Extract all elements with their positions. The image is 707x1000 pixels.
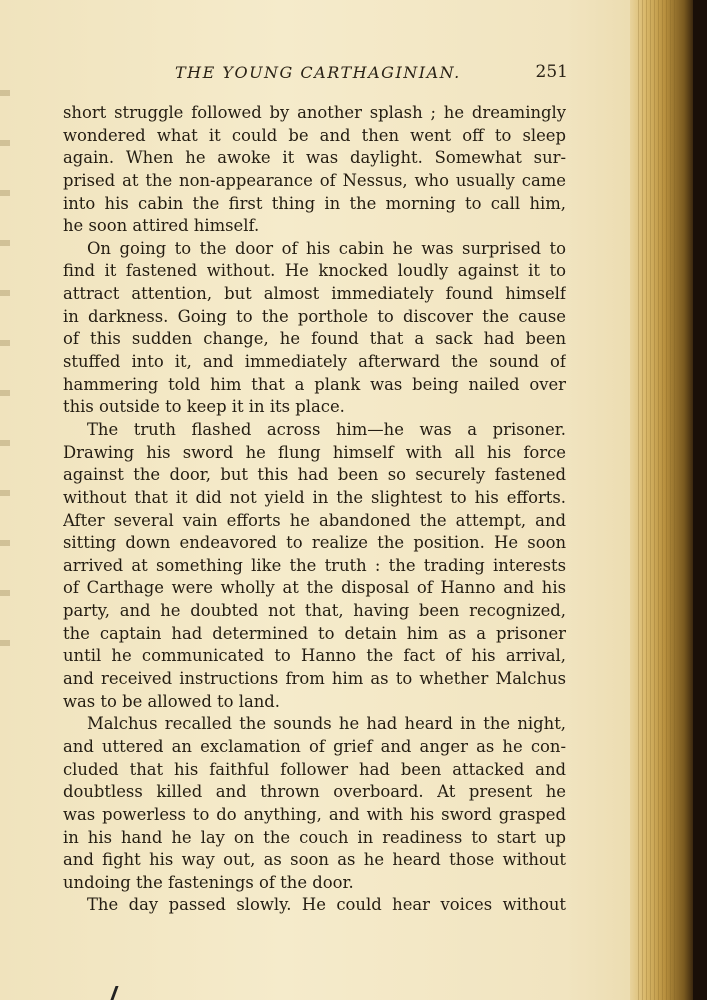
text-line: doubtless killed and thrown overboard. At present he bbox=[63, 782, 566, 802]
text-line: wondered what it could be and then went off to sleep bbox=[63, 125, 566, 145]
text-line: and fight his way out, as soon as he heard those without bbox=[63, 850, 566, 870]
text-line: sitting down endeavored to realize the position. He soon bbox=[63, 533, 566, 553]
text-line: On going to the door of his cabin he was surprised to bbox=[87, 238, 566, 258]
text-line: hammering told him that a plank was being nailed over bbox=[63, 374, 566, 394]
text-line: until he communicated to Hanno the fact of his arrival, bbox=[63, 646, 566, 666]
text-line: again. When he awoke it was daylight. Somewhat sur- bbox=[63, 148, 566, 168]
page-margin-stains bbox=[0, 90, 10, 690]
text-line: stuffed into it, and immediately afterward the sound of bbox=[63, 352, 566, 372]
text-line: attract attention, but almost immediately found himself bbox=[63, 284, 566, 304]
page-header bbox=[60, 63, 570, 87]
text-line: of this sudden change, he found that a sack had been bbox=[63, 329, 566, 349]
text-line: short struggle followed by another splash ; he dreamingly bbox=[63, 103, 566, 122]
text-line: in darkness. Going to the porthole to discover the cause bbox=[63, 306, 566, 326]
text-line: against the door, but this had been so securely fastened bbox=[63, 465, 566, 485]
text-line: without that it did not yield in the slightest to his efforts. bbox=[63, 487, 566, 507]
text-line: was to be allowed to land. bbox=[63, 691, 280, 711]
body-text bbox=[63, 102, 566, 917]
text-line: arrived at something like the truth : the trading interests bbox=[63, 555, 566, 575]
text-line: The day passed slowly. He could hear voices without bbox=[87, 895, 566, 915]
text-line: prised at the non-appearance of Nessus, who usually came bbox=[63, 170, 566, 190]
text-line: this outside to keep it in its place. bbox=[63, 397, 345, 417]
text-line: and uttered an exclamation of grief and anger as he con- bbox=[63, 736, 566, 756]
page-number: 251 bbox=[535, 62, 568, 82]
text-line: party, and he doubted not that, having been recognized, bbox=[63, 601, 566, 621]
text-line: and received instructions from him as to whether Malchus bbox=[63, 669, 566, 689]
text-line: of Carthage were wholly at the disposal of Hanno and his bbox=[63, 578, 566, 598]
text-line: Drawing his sword he flung himself with all his force bbox=[63, 442, 566, 462]
text-line: was powerless to do anything, and with his sword grasped bbox=[63, 804, 566, 824]
text-line: Malchus recalled the sounds he had heard in the night, bbox=[87, 714, 566, 734]
running-title: THE YOUNG CARTHAGINIAN. bbox=[175, 63, 461, 82]
text-line: he soon attired himself. bbox=[63, 216, 260, 236]
text-line: into his cabin the first thing in the morning to call him, bbox=[63, 193, 566, 213]
text-line: the captain had determined to detain him as a prisoner bbox=[63, 623, 566, 643]
text-line: find it fastened without. He knocked loudly against it to bbox=[63, 261, 566, 281]
text-line: undoing the fastenings of the door. bbox=[63, 872, 354, 892]
text-line: cluded that his faithful follower had been attacked and bbox=[63, 759, 566, 779]
text-line: After several vain efforts he abandoned the attempt, and bbox=[63, 510, 566, 530]
text-line: The truth flashed across him—he was a prisoner. bbox=[87, 419, 566, 439]
book-spine bbox=[693, 0, 707, 1000]
page-stack-lines bbox=[638, 0, 678, 1000]
text-line: in his hand he lay on the couch in readiness to start up bbox=[63, 827, 566, 847]
